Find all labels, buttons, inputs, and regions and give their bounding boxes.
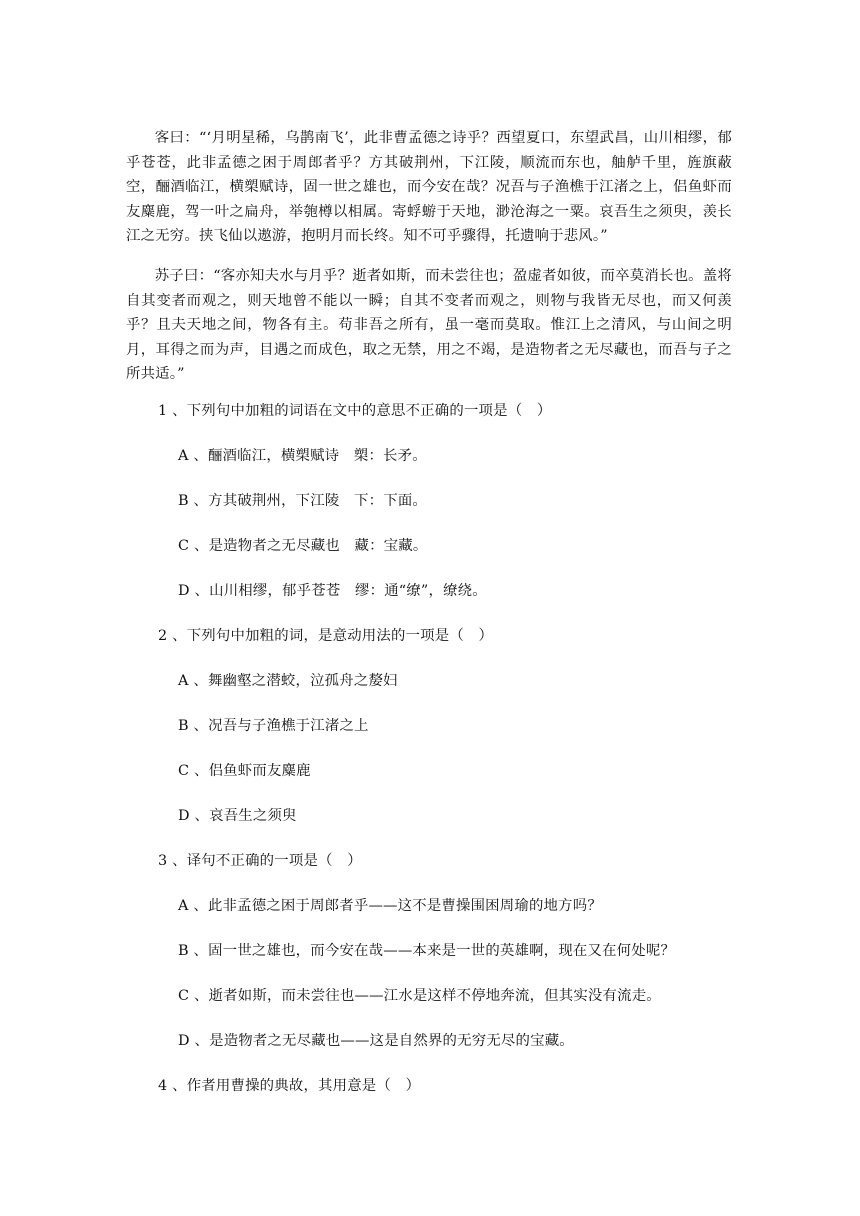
question-3-stem: 3 、译句不正确的一项是（ ）	[158, 853, 362, 869]
question-1-option-d: D 、山川相缪，郁乎苍苍 缪：通“缭”，缭绕。	[178, 583, 487, 599]
question-4-stem: 4 、作者用曹操的典故，其用意是（ ）	[158, 1078, 421, 1094]
question-2-stem: 2 、下列句中加粗的词，是意动用法的一项是（ ）	[158, 628, 494, 644]
question-3-option-a: A 、此非孟德之困于周郎者乎——这不是曹操围困周瑜的地方吗？	[178, 898, 602, 914]
question-3-option-c: C 、逝者如斯，而未尝往也——江水是这样不停地奔流，但其实没有流走。	[178, 988, 661, 1004]
question-3-option-b: B 、固一世之雄也，而今安在哉——本来是一世的英雄啊，现在又在何处呢？	[178, 943, 676, 959]
passage-paragraph-1: 客曰：“‘月明星稀，乌鹊南飞’，此非曹孟德之诗乎？西望夏口，东望武昌，山川相缪，郁乎苍苍，此非孟德之困于周郎者乎？方其破荆州，下江陵，顺流而东也，舳舻千里，旌旗蔽空，酾酒临江，横槊赋诗，固一世之雄也，而今安在哉？况吾与子渔樵于江渚之上，侣鱼虾而友麋鹿，驾一叶之扁舟，举匏樽以相属。寄蜉蝣于天地，渺沧海之一粟。哀吾生之须臾，羡长江之无穷。挟飞仙以遨游，抱明月而长终。知不可乎骤得，托遗响于悲风。”	[126, 130, 732, 244]
question-2-option-a: A 、舞幽壑之潜蛟，泣孤舟之嫠妇	[178, 673, 398, 689]
question-1-option-a: A 、酾酒临江，横槊赋诗 槊：长矛。	[178, 448, 427, 464]
passage-paragraph-2: 苏子曰：“客亦知夫水与月乎？逝者如斯，而未尝往也；盈虚者如彼，而卒莫消长也。盖将自其变者而观之，则天地曾不能以一瞬；自其不变者而观之，则物与我皆无尽也，而又何羡乎？且夫天地之间，物各有主。苟非吾之所有，虽一毫而莫取。惟江上之清风，与山间之明月，耳得之而为声，目遇之而成色，取之无禁，用之不竭，是造物者之无尽藏也，而吾与子之所共适。”	[126, 268, 732, 382]
question-2-option-b: B 、况吾与子渔樵于江渚之上	[178, 718, 369, 734]
question-1-option-b: B 、方其破荆州，下江陵 下：下面。	[178, 493, 428, 509]
question-2-option-c: C 、侣鱼虾而友麋鹿	[178, 763, 311, 779]
question-3-option-d: D 、是造物者之无尽藏也——这是自然界的无穷无尽的宝藏。	[178, 1033, 574, 1049]
question-1-stem: 1 、下列句中加粗的词语在文中的意思不正确的一项是（ ）	[158, 403, 552, 419]
question-2-option-d: D 、哀吾生之须臾	[178, 808, 297, 824]
question-1-option-c: C 、是造物者之无尽藏也 藏：宝藏。	[178, 538, 428, 554]
